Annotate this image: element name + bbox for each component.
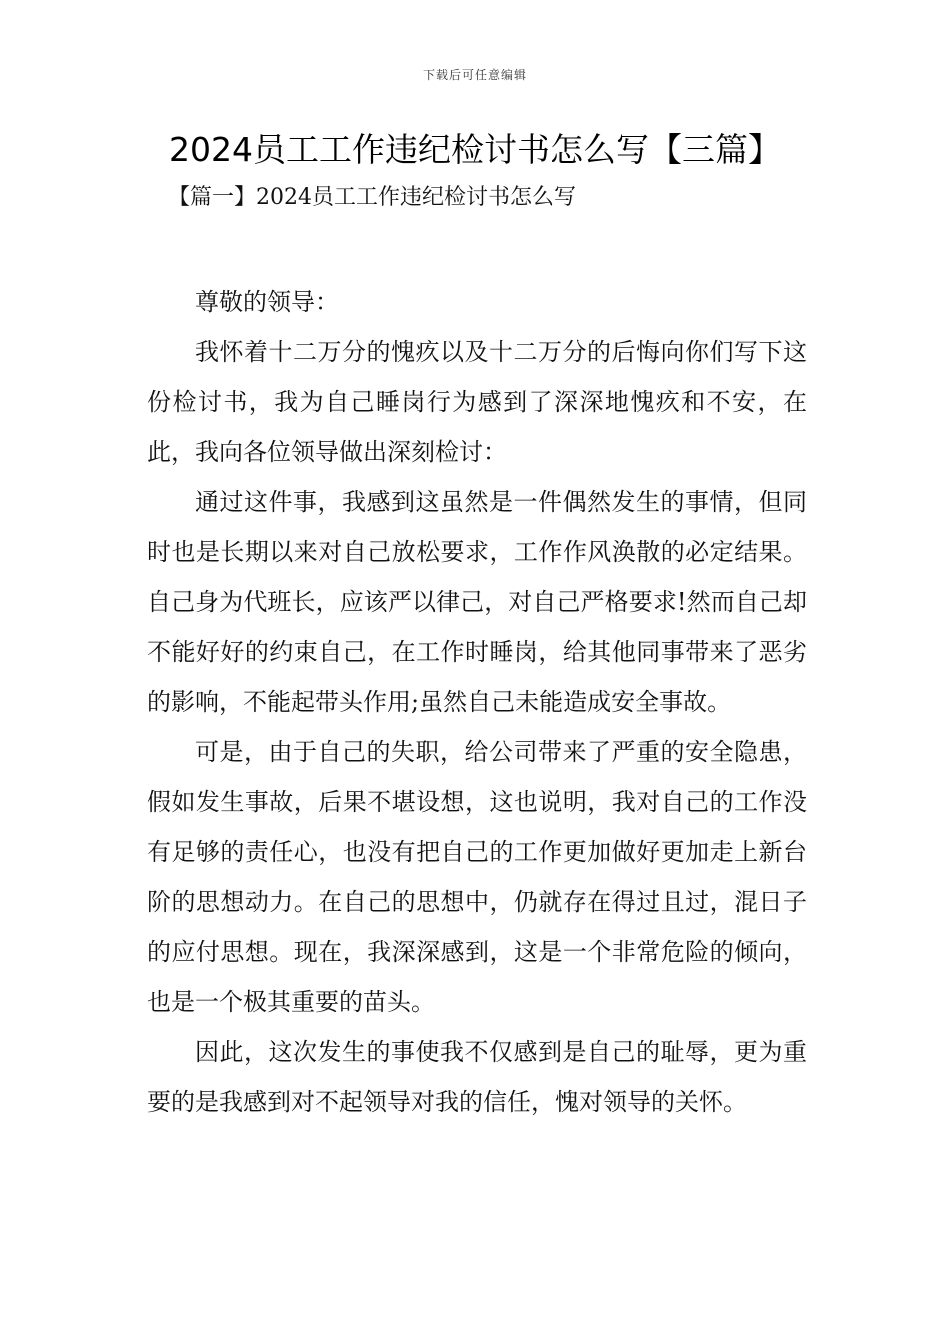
paragraph-4: 因此，这次发生的事使我不仅感到是自己的耻辱，更为重要的是我感到对不起领导对我的信任，愧对领导的关怀。 (147, 1038, 807, 1116)
paragraph-3: 可是，由于自己的失职，给公司带来了严重的安全隐患，假如发生事故，后果不堪设想，这也说明，我对自己的工作没有足够的责任心，也没有把自己的工作更加做好更加走上新台阶的思想动力。在自己的思想中，仍就存在得过且过，混日子的应付思想。现在，我深深感到，这是一个非常危险的倾向，也是一个极其重要的苗头。 (147, 738, 807, 1016)
document-title: 2024员工工作违纪检讨书怎么写【三篇】 (169, 130, 781, 169)
salutation: 尊敬的领导： (195, 288, 339, 316)
section-heading: 【篇一】2024员工工作违纪检讨书怎么写 (168, 185, 576, 210)
document-body (147, 277, 807, 1127)
paragraph-1: 我怀着十二万分的愧疚以及十二万分的后悔向你们写下这份检讨书，我为自己睡岗行为感到了深深地愧疚和不安，在此，我向各位领导做出深刻检讨： (147, 338, 807, 466)
paragraph-2: 通过这件事，我感到这虽然是一件偶然发生的事情，但同时也是长期以来对自己放松要求，工作作风涣散的必定结果。自己身为代班长，应该严以律己，对自己严格要求!然而自己却不能好好的约束自己，在工作时睡岗，给其他同事带来了恶劣的影响，不能起带头作用;虽然自己未能造成安全事故。 (147, 488, 807, 716)
header-note: 下载后可任意编辑 (422, 68, 527, 82)
